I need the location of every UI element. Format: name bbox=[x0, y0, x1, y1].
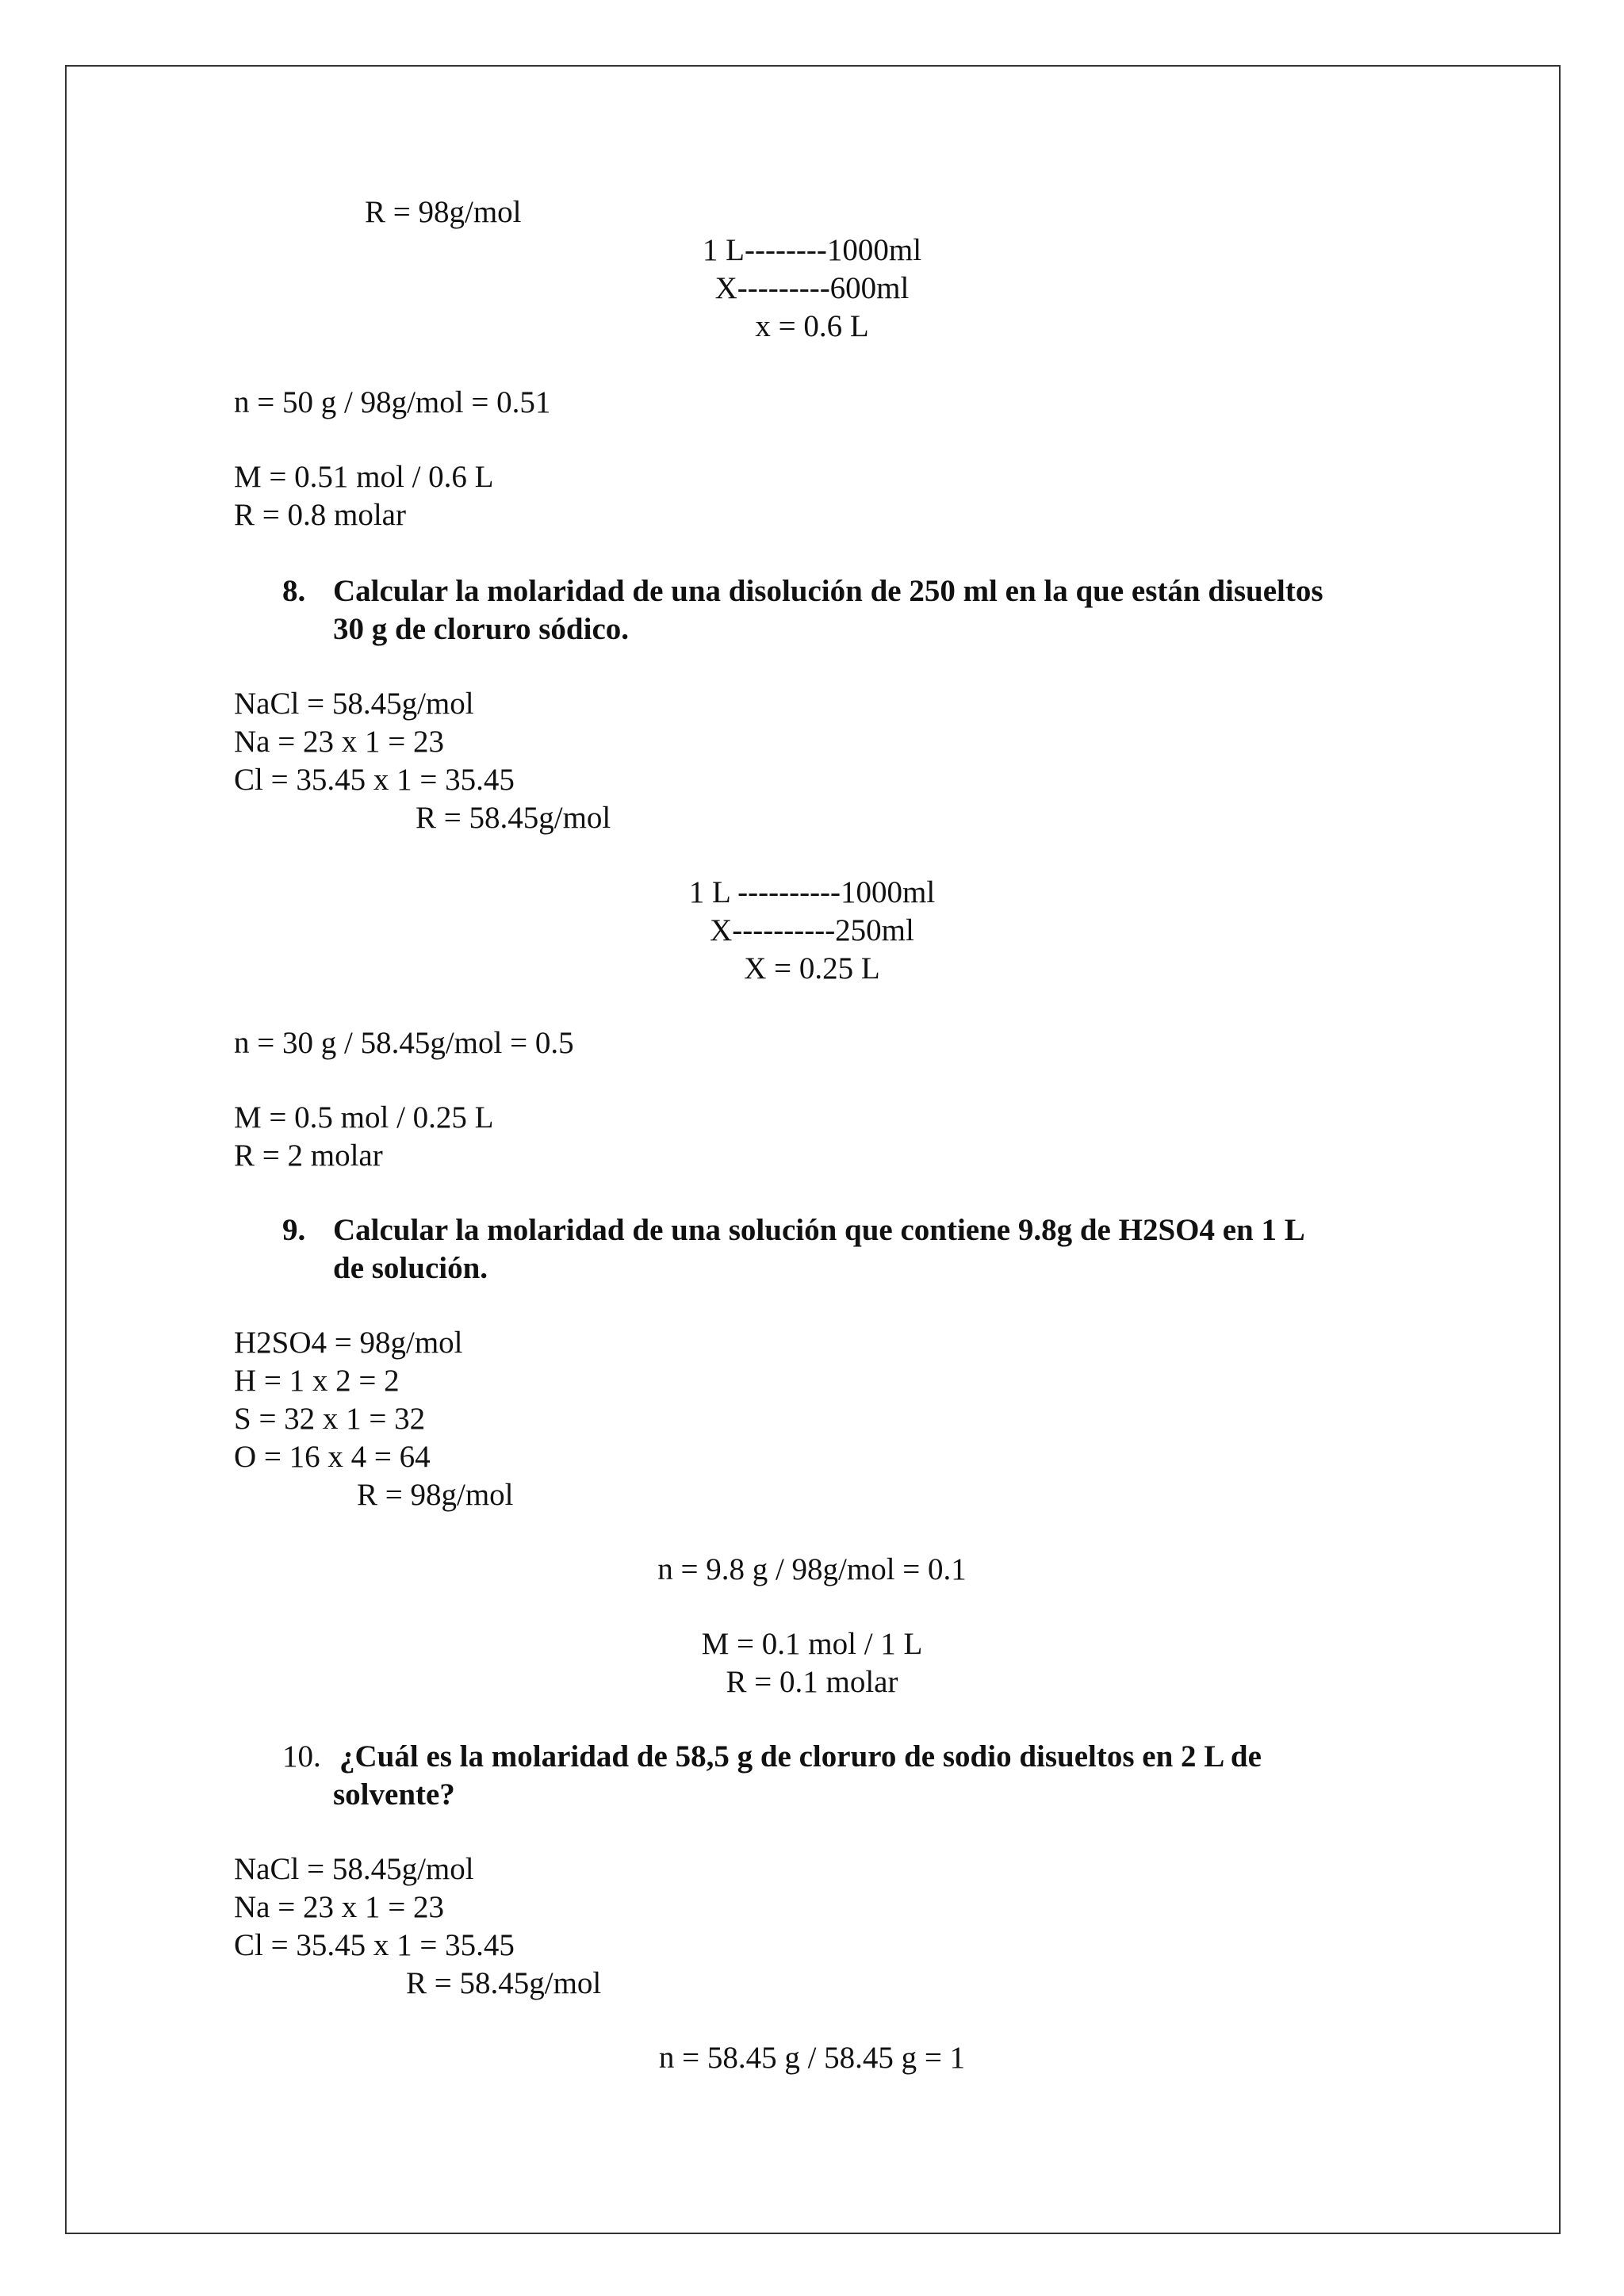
question-10-text-line-1: ¿Cuál es la molaridad de 58,5 g de cloruro de sodio disueltos en 2 L de bbox=[339, 1739, 1262, 1774]
question-8-number: 8. bbox=[282, 574, 306, 608]
q8-molar-mass-total: NaCl = 58.45g/mol bbox=[234, 687, 474, 721]
q10-molar-mass-cl: Cl = 35.45 x 1 = 35.45 bbox=[234, 1928, 515, 1962]
q10-moles: n = 58.45 g / 58.45 g = 1 bbox=[658, 2041, 966, 2075]
block-a-conversion-line-2: X---------600ml bbox=[714, 271, 910, 305]
question-8-text-line-1: Calcular la molaridad de una disolución de 250 ml en la que están disueltos bbox=[333, 574, 1323, 608]
q10-molar-mass-total: NaCl = 58.45g/mol bbox=[234, 1852, 474, 1886]
question-9-text-line-1: Calcular la molaridad de una solución que contiene 9.8g de H2SO4 en 1 L bbox=[333, 1213, 1305, 1247]
question-9-number: 9. bbox=[282, 1213, 306, 1247]
block-a-molarity: M = 0.51 mol / 0.6 L bbox=[234, 460, 494, 494]
q8-molar-mass-result: R = 58.45g/mol bbox=[416, 801, 611, 835]
block-a-conversion-line-3: x = 0.6 L bbox=[755, 309, 869, 343]
block-a-result: R = 0.8 molar bbox=[234, 498, 406, 532]
q9-molarity: M = 0.1 mol / 1 L bbox=[701, 1627, 923, 1661]
block-a-moles: n = 50 g / 98g/mol = 0.51 bbox=[234, 385, 551, 419]
q8-molarity: M = 0.5 mol / 0.25 L bbox=[234, 1100, 494, 1135]
q9-result: R = 0.1 molar bbox=[726, 1665, 898, 1699]
q8-molar-mass-na: Na = 23 x 1 = 23 bbox=[234, 725, 444, 759]
q9-moles: n = 9.8 g / 98g/mol = 0.1 bbox=[657, 1552, 967, 1586]
q9-molar-mass-s: S = 32 x 1 = 32 bbox=[234, 1402, 426, 1436]
q8-conversion-line-3: X = 0.25 L bbox=[744, 951, 880, 985]
question-10-text-line-2: solvente? bbox=[333, 1777, 455, 1812]
q10-molar-mass-result: R = 58.45g/mol bbox=[406, 1966, 602, 2000]
block-a-result-top: R = 98g/mol bbox=[365, 195, 522, 229]
q8-moles: n = 30 g / 58.45g/mol = 0.5 bbox=[234, 1026, 574, 1060]
q9-molar-mass-result: R = 98g/mol bbox=[357, 1478, 514, 1512]
block-a-conversion-line-1: 1 L--------1000ml bbox=[702, 233, 922, 267]
question-8-text-line-2: 30 g de cloruro sódico. bbox=[333, 612, 630, 646]
q8-conversion-line-1: 1 L ----------1000ml bbox=[688, 875, 936, 909]
question-10-number: 10. bbox=[282, 1739, 321, 1774]
q8-molar-mass-cl: Cl = 35.45 x 1 = 35.45 bbox=[234, 763, 515, 797]
q9-molar-mass-h: H = 1 x 2 = 2 bbox=[234, 1364, 400, 1398]
q9-molar-mass-o: O = 16 x 4 = 64 bbox=[234, 1440, 431, 1474]
q10-molar-mass-na: Na = 23 x 1 = 23 bbox=[234, 1890, 444, 1924]
question-9-text-line-2: de solución. bbox=[333, 1251, 488, 1285]
q9-molar-mass-total: H2SO4 = 98g/mol bbox=[234, 1326, 463, 1360]
q8-conversion-line-2: X----------250ml bbox=[710, 913, 914, 947]
q8-result: R = 2 molar bbox=[234, 1138, 383, 1173]
